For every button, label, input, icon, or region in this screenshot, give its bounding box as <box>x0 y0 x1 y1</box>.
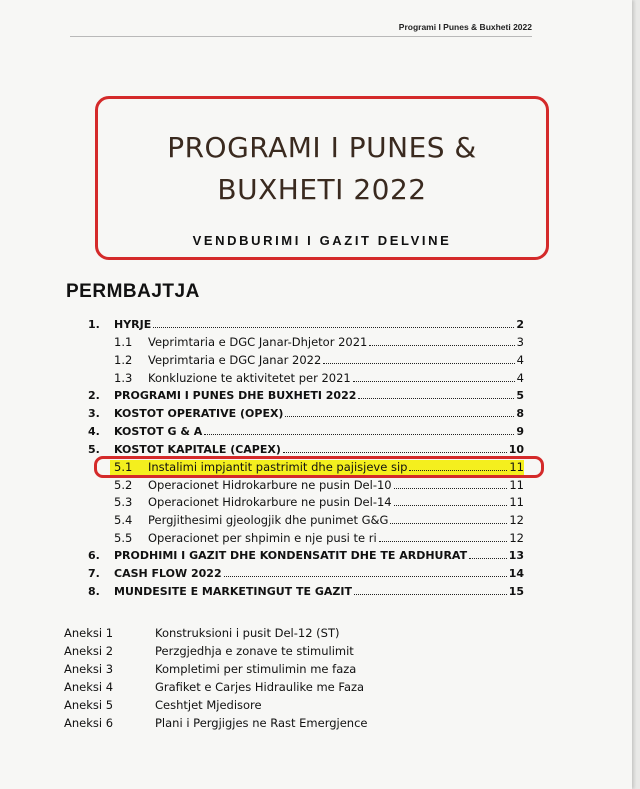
toc-page-number: 13 <box>508 549 524 562</box>
toc-page-number: 10 <box>508 443 524 456</box>
title-line-1: PROGRAMI I PUNES & <box>167 131 477 164</box>
toc-number: 5.1 <box>114 460 133 474</box>
toc-entry[interactable] <box>88 513 524 530</box>
toc-entry[interactable] <box>88 549 524 566</box>
toc-number: 5.4 <box>114 513 133 527</box>
toc-entry[interactable] <box>88 425 524 442</box>
toc-leader-dots <box>354 593 507 595</box>
toc-entry[interactable] <box>88 478 524 495</box>
toc-entry[interactable] <box>88 531 524 548</box>
toc-number: 1.2 <box>114 353 133 367</box>
toc-leader-dots <box>323 362 514 364</box>
toc-number: 5. <box>88 443 100 456</box>
toc-entry[interactable] <box>88 353 524 370</box>
document-title <box>98 127 546 211</box>
document-subtitle: VENDBURIMI I GAZIT DELVINE <box>192 233 452 248</box>
toc-leader-dots <box>353 380 515 382</box>
annex-item <box>64 680 364 697</box>
toc-leader-dots <box>369 344 514 346</box>
annex-label: Ceshtjet Mjedisore <box>155 698 262 712</box>
toc-label: KOSTOT KAPITALE (CAPEX) <box>114 443 281 456</box>
header-rule <box>70 36 532 37</box>
toc-entry[interactable] <box>88 318 524 335</box>
toc-number: 5.3 <box>114 495 133 509</box>
toc-number: 2. <box>88 389 100 402</box>
toc-page-number: 15 <box>508 585 524 598</box>
toc-leader-dots <box>390 522 507 524</box>
toc-page-number: 12 <box>509 513 524 527</box>
annex-label: Kompletimi per stimulimin me faza <box>155 662 357 676</box>
toc-number: 1. <box>88 318 100 331</box>
toc-entry[interactable] <box>88 407 524 424</box>
title-line-2: BUXHETI 2022 <box>217 173 427 206</box>
annex-id: Aneksi 5 <box>64 698 114 712</box>
toc-number: 7. <box>88 567 100 580</box>
toc-entry[interactable] <box>88 495 524 512</box>
toc-leader-dots <box>394 487 508 489</box>
toc-leader-dots <box>358 397 514 399</box>
annex-item <box>64 626 339 643</box>
annex-id: Aneksi 1 <box>64 626 114 640</box>
toc-label: Veprimtaria e DGC Janar-Dhjetor 2021 <box>148 335 368 349</box>
title-box <box>95 96 549 260</box>
toc-leader-dots <box>204 433 514 435</box>
toc-label: Veprimtaria e DGC Janar 2022 <box>148 353 322 367</box>
annex-item <box>64 644 354 661</box>
toc-leader-dots <box>379 540 508 542</box>
toc-label: Operacionet per shpimin e nje pusi te ri <box>148 531 377 545</box>
toc-label: Pergjithesimi gjeologjik dhe punimet G&G <box>148 513 389 527</box>
toc-page-number: 4 <box>516 353 524 367</box>
toc-label: PROGRAMI I PUNES DHE BUXHETI 2022 <box>114 389 357 402</box>
toc-leader-dots <box>153 326 514 328</box>
annex-id: Aneksi 2 <box>64 644 114 658</box>
toc-page-number: 2 <box>516 318 524 331</box>
toc-page-number: 11 <box>509 495 524 509</box>
annex-item <box>64 698 262 715</box>
toc-page-number: 8 <box>516 407 524 420</box>
toc-page-number: 12 <box>509 531 524 545</box>
annex-id: Aneksi 6 <box>64 716 114 730</box>
toc-leader-dots <box>283 451 507 453</box>
toc-number: 3. <box>88 407 100 420</box>
toc-label: MUNDESITE E MARKETINGUT TE GAZIT <box>114 585 352 598</box>
highlight-annotation-box <box>94 456 544 478</box>
annex-id: Aneksi 3 <box>64 662 114 676</box>
running-header: Programi I Punes & Buxheti 2022 <box>398 22 532 32</box>
toc-entry[interactable] <box>88 567 524 584</box>
toc-label: Konkluzione te aktivitetet per 2021 <box>148 371 351 385</box>
toc-label: HYRJE <box>114 318 152 331</box>
toc-page-number: 14 <box>508 567 524 580</box>
toc-number: 8. <box>88 585 100 598</box>
toc-leader-dots <box>285 415 514 417</box>
annex-label: Perzgjedhja e zonave te stimulimit <box>155 644 354 658</box>
toc-label: KOSTOT G & A <box>114 425 203 438</box>
toc-leader-dots <box>469 557 507 559</box>
toc-label: Operacionet Hidrokarbure ne pusin Del-10 <box>148 478 392 492</box>
toc-entry[interactable] <box>88 585 524 602</box>
toc-number: 1.1 <box>114 335 133 349</box>
annex-label: Grafiket e Carjes Hidraulike me Faza <box>155 680 365 694</box>
toc-leader-dots <box>224 575 507 577</box>
toc-page-number: 11 <box>509 478 524 492</box>
toc-number: 1.3 <box>114 371 133 385</box>
toc-number: 5.2 <box>114 478 133 492</box>
annex-id: Aneksi 4 <box>64 680 114 694</box>
toc-page-number: 9 <box>516 425 524 438</box>
toc-label: Instalimi impjantit pastrimit dhe pajisjeve sip <box>148 460 408 474</box>
toc-number: 5.5 <box>114 531 133 545</box>
annex-item <box>64 662 356 679</box>
toc-entry[interactable] <box>88 389 524 406</box>
annex-item <box>64 716 368 733</box>
toc-page-number: 5 <box>516 389 524 402</box>
annex-label: Konstruksioni i pusit Del-12 (ST) <box>155 626 340 640</box>
toc-number: 4. <box>88 425 100 438</box>
toc-page-number: 11 <box>509 460 524 474</box>
toc-label: PRODHIMI I GAZIT DHE KONDENSATIT DHE TE ARDHURAT <box>114 549 468 562</box>
toc-entry[interactable] <box>88 335 524 352</box>
annex-label: Plani i Pergjigjes ne Rast Emergjence <box>155 716 368 730</box>
toc-number: 6. <box>88 549 100 562</box>
toc-leader-dots <box>394 504 508 506</box>
toc-page-number: 3 <box>516 335 524 349</box>
toc-label: KOSTOT OPERATIVE (OPEX) <box>114 407 284 420</box>
toc-entry[interactable] <box>88 371 524 388</box>
toc-heading: PERMBAJTJA <box>66 281 200 302</box>
toc-label: CASH FLOW 2022 <box>114 567 222 580</box>
toc-label: Operacionet Hidrokarbure ne pusin Del-14 <box>148 495 392 509</box>
toc-page-number: 4 <box>516 371 524 385</box>
